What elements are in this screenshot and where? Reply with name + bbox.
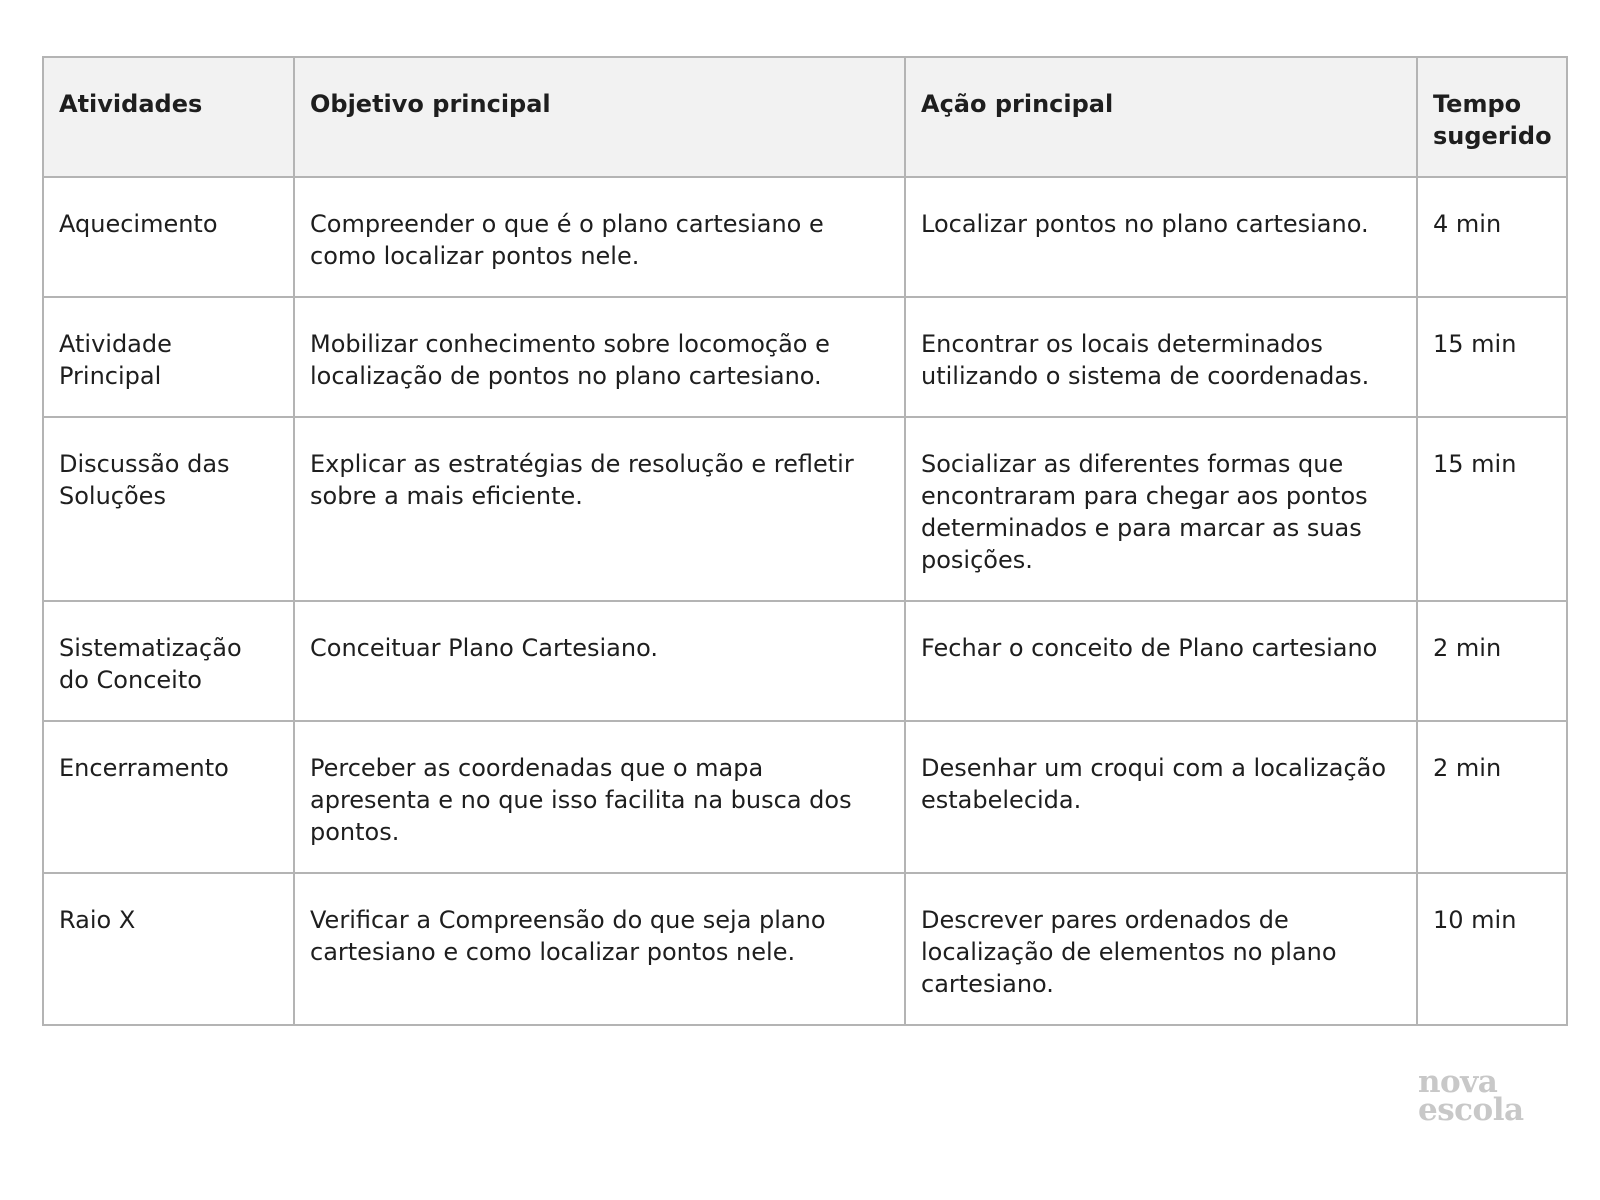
cell-atividade: Raio X — [43, 873, 294, 1025]
cell-tempo: 15 min — [1417, 297, 1567, 417]
cell-objetivo: Perceber as coordenadas que o mapa apresenta e no que isso facilita na busca dos pontos. — [294, 721, 905, 873]
cell-atividade: Sistematização do Conceito — [43, 601, 294, 721]
cell-acao: Fechar o conceito de Plano cartesiano — [905, 601, 1417, 721]
table-row — [43, 417, 1567, 601]
logo-line-1: nova — [1418, 1064, 1498, 1100]
cell-acao: Localizar pontos no plano cartesiano. — [905, 177, 1417, 297]
cell-objetivo: Verificar a Compreensão do que seja plano cartesiano e como localizar pontos nele. — [294, 873, 905, 1025]
cell-tempo: 2 min — [1417, 721, 1567, 873]
cell-tempo: 10 min — [1417, 873, 1567, 1025]
cell-objetivo: Mobilizar conhecimento sobre locomoção e localização de pontos no plano cartesiano. — [294, 297, 905, 417]
cell-atividade: Aquecimento — [43, 177, 294, 297]
cell-acao: Socializar as diferentes formas que encontraram para chegar aos pontos determinados e para marcar as suas posições. — [905, 417, 1417, 601]
header-objetivo: Objetivo principal — [294, 57, 905, 177]
cell-atividade: Encerramento — [43, 721, 294, 873]
header-atividades: Atividades — [43, 57, 294, 177]
nova-escola-logo — [1418, 1064, 1524, 1128]
cell-tempo: 15 min — [1417, 417, 1567, 601]
header-tempo: Tempo sugerido — [1417, 57, 1567, 177]
table-row — [43, 873, 1567, 1025]
cell-acao: Descrever pares ordenados de localização de elementos no plano cartesiano. — [905, 873, 1417, 1025]
cell-tempo: 4 min — [1417, 177, 1567, 297]
cell-objetivo: Compreender o que é o plano cartesiano e como localizar pontos nele. — [294, 177, 905, 297]
cell-acao: Encontrar os locais determinados utilizando o sistema de coordenadas. — [905, 297, 1417, 417]
header-acao: Ação principal — [905, 57, 1417, 177]
lesson-plan-table — [42, 56, 1568, 1026]
cell-objetivo: Explicar as estratégias de resolução e refletir sobre a mais eficiente. — [294, 417, 905, 601]
cell-objetivo: Conceituar Plano Cartesiano. — [294, 601, 905, 721]
table-row — [43, 297, 1567, 417]
table-row — [43, 601, 1567, 721]
table-row — [43, 721, 1567, 873]
table-header-row — [43, 57, 1567, 177]
cell-acao: Desenhar um croqui com a localização estabelecida. — [905, 721, 1417, 873]
logo-line-2: escola — [1418, 1092, 1524, 1128]
table-row — [43, 177, 1567, 297]
cell-atividade: Discussão das Soluções — [43, 417, 294, 601]
cell-atividade: Atividade Principal — [43, 297, 294, 417]
cell-tempo: 2 min — [1417, 601, 1567, 721]
